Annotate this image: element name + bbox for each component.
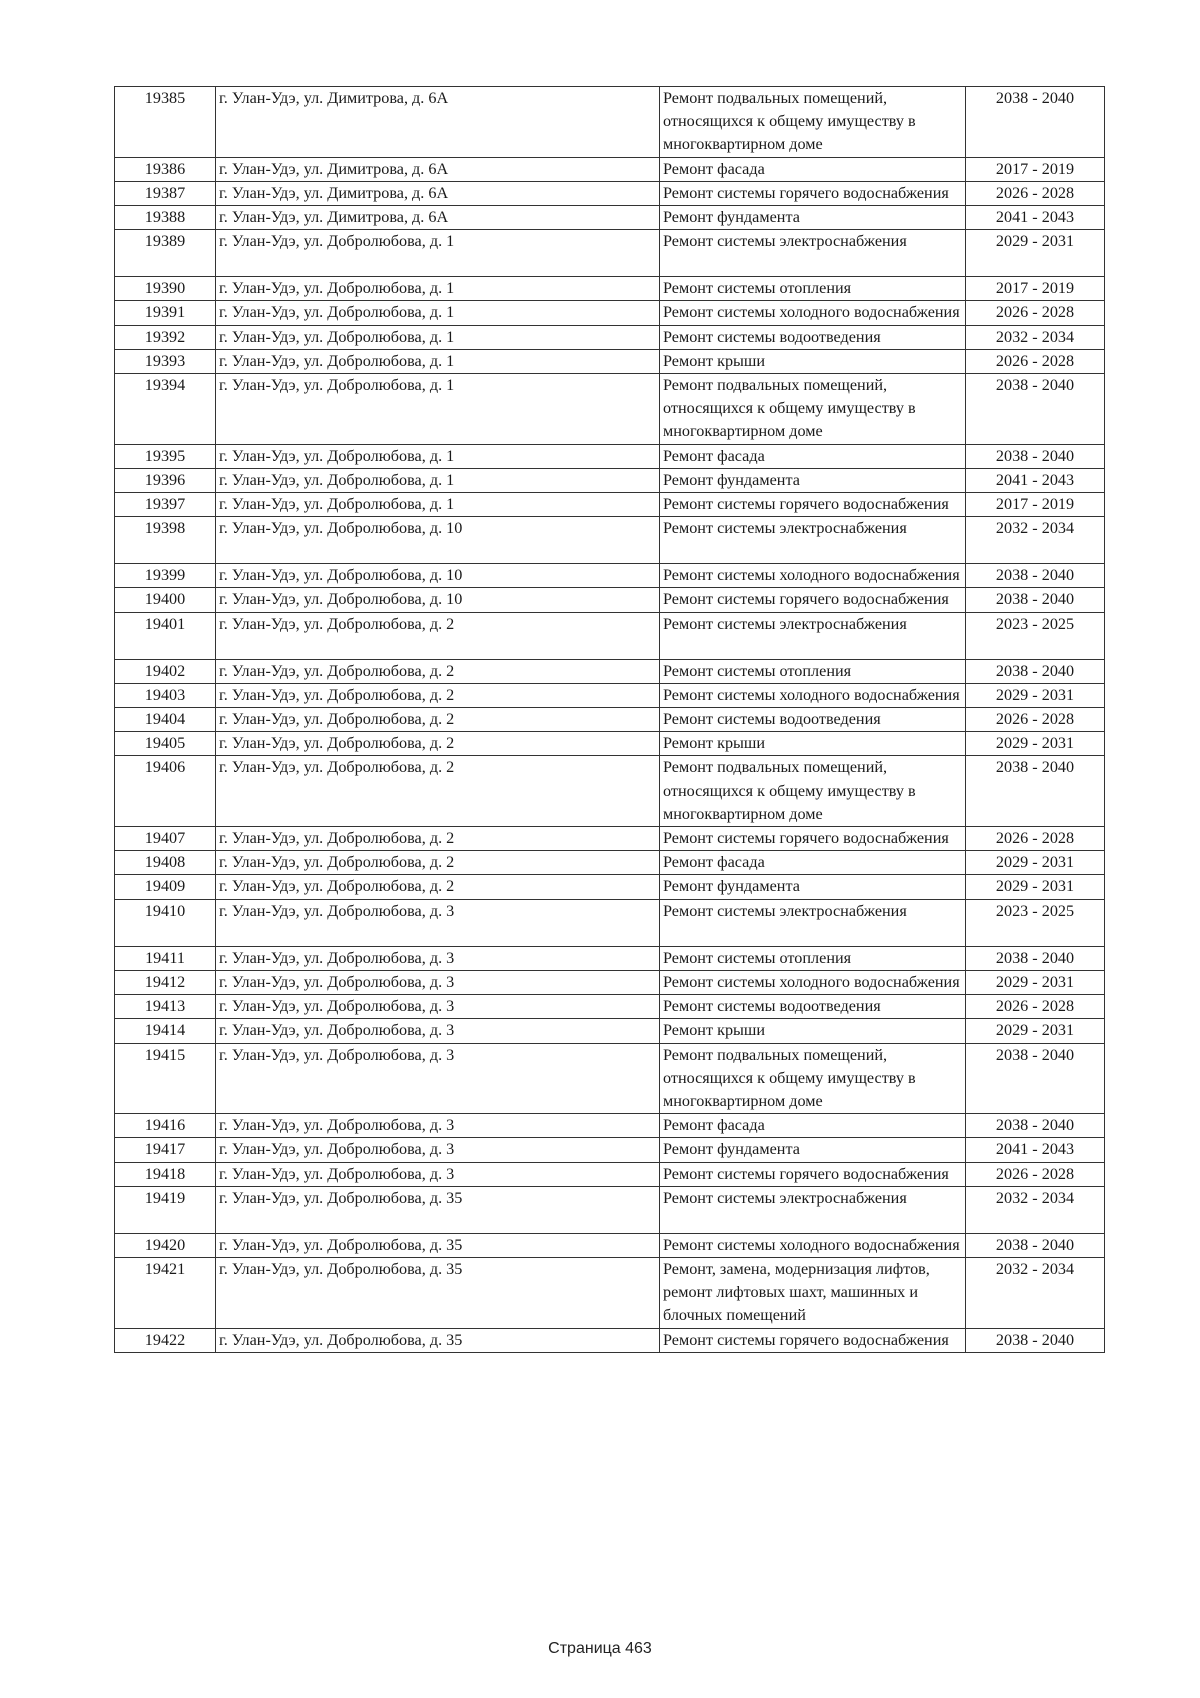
row-number-cell: 19418 [115, 1162, 216, 1186]
work-type-cell: Ремонт фундамента [660, 1138, 966, 1162]
period-cell: 2038 - 2040 [966, 659, 1105, 683]
period-cell: 2032 - 2034 [966, 1186, 1105, 1233]
table-row [115, 899, 1105, 946]
work-type-cell: Ремонт фасада [660, 157, 966, 181]
row-number-cell: 19388 [115, 206, 216, 230]
period-cell: 2038 - 2040 [966, 1114, 1105, 1138]
table-row [115, 970, 1105, 994]
address-cell: г. Улан-Удэ, ул. Димитрова, д. 6А [216, 157, 660, 181]
work-type-cell: Ремонт фундамента [660, 468, 966, 492]
period-cell: 2038 - 2040 [966, 946, 1105, 970]
work-type-cell: Ремонт крыши [660, 732, 966, 756]
table-row [115, 1233, 1105, 1257]
row-number-cell: 19399 [115, 564, 216, 588]
work-type-cell: Ремонт подвальных помещений, относящихся к общему имуществу в многоквартирном доме [660, 87, 966, 158]
table-row [115, 612, 1105, 659]
row-number-cell: 19420 [115, 1233, 216, 1257]
address-cell: г. Улан-Удэ, ул. Добролюбова, д. 1 [216, 230, 660, 277]
address-cell: г. Улан-Удэ, ул. Димитрова, д. 6А [216, 87, 660, 158]
row-number-cell: 19400 [115, 588, 216, 612]
row-number-cell: 19385 [115, 87, 216, 158]
row-number-cell: 19416 [115, 1114, 216, 1138]
work-type-cell: Ремонт системы холодного водоснабжения [660, 683, 966, 707]
period-cell: 2038 - 2040 [966, 374, 1105, 445]
period-cell: 2026 - 2028 [966, 181, 1105, 205]
period-cell: 2041 - 2043 [966, 468, 1105, 492]
row-number-cell: 19422 [115, 1328, 216, 1352]
period-cell: 2029 - 2031 [966, 230, 1105, 277]
row-number-cell: 19406 [115, 756, 216, 827]
period-cell: 2038 - 2040 [966, 756, 1105, 827]
address-cell: г. Улан-Удэ, ул. Добролюбова, д. 3 [216, 946, 660, 970]
work-type-cell: Ремонт системы водоотведения [660, 325, 966, 349]
row-number-cell: 19415 [115, 1043, 216, 1114]
row-number-cell: 19401 [115, 612, 216, 659]
address-cell: г. Улан-Удэ, ул. Добролюбова, д. 1 [216, 325, 660, 349]
repair-schedule-table [114, 86, 1105, 1353]
row-number-cell: 19414 [115, 1019, 216, 1043]
row-number-cell: 19409 [115, 875, 216, 899]
row-number-cell: 19393 [115, 349, 216, 373]
address-cell: г. Улан-Удэ, ул. Добролюбова, д. 3 [216, 1114, 660, 1138]
row-number-cell: 19390 [115, 277, 216, 301]
page-number: Страница 463 [548, 1640, 652, 1657]
table-row [115, 564, 1105, 588]
period-cell: 2023 - 2025 [966, 899, 1105, 946]
address-cell: г. Улан-Удэ, ул. Добролюбова, д. 1 [216, 444, 660, 468]
address-cell: г. Улан-Удэ, ул. Добролюбова, д. 35 [216, 1257, 660, 1328]
address-cell: г. Улан-Удэ, ул. Димитрова, д. 6А [216, 181, 660, 205]
table-row [115, 157, 1105, 181]
table-row [115, 995, 1105, 1019]
address-cell: г. Улан-Удэ, ул. Добролюбова, д. 1 [216, 349, 660, 373]
period-cell: 2038 - 2040 [966, 1328, 1105, 1352]
row-number-cell: 19398 [115, 517, 216, 564]
work-type-cell: Ремонт системы горячего водоснабжения [660, 181, 966, 205]
address-cell: г. Улан-Удэ, ул. Добролюбова, д. 35 [216, 1233, 660, 1257]
period-cell: 2026 - 2028 [966, 708, 1105, 732]
row-number-cell: 19395 [115, 444, 216, 468]
row-number-cell: 19411 [115, 946, 216, 970]
period-cell: 2029 - 2031 [966, 1019, 1105, 1043]
row-number-cell: 19404 [115, 708, 216, 732]
address-cell: г. Улан-Удэ, ул. Добролюбова, д. 10 [216, 517, 660, 564]
address-cell: г. Улан-Удэ, ул. Добролюбова, д. 2 [216, 612, 660, 659]
row-number-cell: 19417 [115, 1138, 216, 1162]
address-cell: г. Улан-Удэ, ул. Добролюбова, д. 3 [216, 1019, 660, 1043]
work-type-cell: Ремонт системы горячего водоснабжения [660, 1162, 966, 1186]
period-cell: 2017 - 2019 [966, 277, 1105, 301]
table-row [115, 230, 1105, 277]
work-type-cell: Ремонт системы водоотведения [660, 708, 966, 732]
table-row [115, 1328, 1105, 1352]
table-row [115, 277, 1105, 301]
table-row [115, 851, 1105, 875]
table-row [115, 732, 1105, 756]
period-cell: 2029 - 2031 [966, 851, 1105, 875]
table-row [115, 325, 1105, 349]
row-number-cell: 19403 [115, 683, 216, 707]
address-cell: г. Улан-Удэ, ул. Добролюбова, д. 10 [216, 564, 660, 588]
table-row [115, 1019, 1105, 1043]
table-row [115, 301, 1105, 325]
table-row [115, 1162, 1105, 1186]
work-type-cell: Ремонт системы электроснабжения [660, 230, 966, 277]
table-row [115, 708, 1105, 732]
table-row [115, 517, 1105, 564]
row-number-cell: 19408 [115, 851, 216, 875]
address-cell: г. Улан-Удэ, ул. Добролюбова, д. 2 [216, 683, 660, 707]
work-type-cell: Ремонт крыши [660, 349, 966, 373]
table-row [115, 946, 1105, 970]
address-cell: г. Улан-Удэ, ул. Добролюбова, д. 3 [216, 995, 660, 1019]
work-type-cell: Ремонт подвальных помещений, относящихся к общему имуществу в многоквартирном доме [660, 374, 966, 445]
work-type-cell: Ремонт, замена, модернизация лифтов, ремонт лифтовых шахт, машинных и блочных помещений [660, 1257, 966, 1328]
table-row [115, 87, 1105, 158]
work-type-cell: Ремонт системы электроснабжения [660, 899, 966, 946]
table-row [115, 1114, 1105, 1138]
period-cell: 2038 - 2040 [966, 588, 1105, 612]
row-number-cell: 19405 [115, 732, 216, 756]
work-type-cell: Ремонт системы горячего водоснабжения [660, 588, 966, 612]
period-cell: 2017 - 2019 [966, 493, 1105, 517]
table-row [115, 683, 1105, 707]
period-cell: 2038 - 2040 [966, 87, 1105, 158]
table-row [115, 659, 1105, 683]
work-type-cell: Ремонт системы холодного водоснабжения [660, 1233, 966, 1257]
row-number-cell: 19391 [115, 301, 216, 325]
table-row [115, 1138, 1105, 1162]
row-number-cell: 19407 [115, 827, 216, 851]
address-cell: г. Улан-Удэ, ул. Добролюбова, д. 2 [216, 708, 660, 732]
period-cell: 2026 - 2028 [966, 301, 1105, 325]
period-cell: 2029 - 2031 [966, 732, 1105, 756]
period-cell: 2041 - 2043 [966, 206, 1105, 230]
table-row [115, 1186, 1105, 1233]
work-type-cell: Ремонт системы горячего водоснабжения [660, 827, 966, 851]
address-cell: г. Улан-Удэ, ул. Добролюбова, д. 3 [216, 1162, 660, 1186]
work-type-cell: Ремонт системы холодного водоснабжения [660, 301, 966, 325]
row-number-cell: 19396 [115, 468, 216, 492]
period-cell: 2026 - 2028 [966, 1162, 1105, 1186]
address-cell: г. Улан-Удэ, ул. Добролюбова, д. 2 [216, 659, 660, 683]
row-number-cell: 19397 [115, 493, 216, 517]
row-number-cell: 19387 [115, 181, 216, 205]
row-number-cell: 19392 [115, 325, 216, 349]
address-cell: г. Улан-Удэ, ул. Добролюбова, д. 2 [216, 875, 660, 899]
row-number-cell: 19402 [115, 659, 216, 683]
address-cell: г. Улан-Удэ, ул. Добролюбова, д. 2 [216, 851, 660, 875]
period-cell: 2038 - 2040 [966, 564, 1105, 588]
period-cell: 2026 - 2028 [966, 827, 1105, 851]
address-cell: г. Улан-Удэ, ул. Добролюбова, д. 3 [216, 1043, 660, 1114]
period-cell: 2023 - 2025 [966, 612, 1105, 659]
row-number-cell: 19412 [115, 970, 216, 994]
work-type-cell: Ремонт фундамента [660, 875, 966, 899]
address-cell: г. Улан-Удэ, ул. Добролюбова, д. 3 [216, 970, 660, 994]
work-type-cell: Ремонт крыши [660, 1019, 966, 1043]
work-type-cell: Ремонт фасада [660, 1114, 966, 1138]
period-cell: 2026 - 2028 [966, 349, 1105, 373]
work-type-cell: Ремонт подвальных помещений, относящихся к общему имуществу в многоквартирном доме [660, 1043, 966, 1114]
table-row [115, 827, 1105, 851]
period-cell: 2032 - 2034 [966, 517, 1105, 564]
address-cell: г. Улан-Удэ, ул. Добролюбова, д. 1 [216, 277, 660, 301]
table-row [115, 1043, 1105, 1114]
period-cell: 2029 - 2031 [966, 970, 1105, 994]
row-number-cell: 19421 [115, 1257, 216, 1328]
work-type-cell: Ремонт фасада [660, 444, 966, 468]
period-cell: 2038 - 2040 [966, 1043, 1105, 1114]
address-cell: г. Улан-Удэ, ул. Добролюбова, д. 2 [216, 827, 660, 851]
work-type-cell: Ремонт системы электроснабжения [660, 1186, 966, 1233]
work-type-cell: Ремонт системы холодного водоснабжения [660, 564, 966, 588]
table-row [115, 206, 1105, 230]
work-type-cell: Ремонт системы водоотведения [660, 995, 966, 1019]
address-cell: г. Улан-Удэ, ул. Добролюбова, д. 1 [216, 493, 660, 517]
row-number-cell: 19419 [115, 1186, 216, 1233]
work-type-cell: Ремонт системы отопления [660, 659, 966, 683]
table-row [115, 181, 1105, 205]
period-cell: 2029 - 2031 [966, 683, 1105, 707]
work-type-cell: Ремонт системы горячего водоснабжения [660, 1328, 966, 1352]
period-cell: 2038 - 2040 [966, 1233, 1105, 1257]
table-row [115, 875, 1105, 899]
period-cell: 2041 - 2043 [966, 1138, 1105, 1162]
row-number-cell: 19389 [115, 230, 216, 277]
address-cell: г. Улан-Удэ, ул. Добролюбова, д. 1 [216, 301, 660, 325]
table-row [115, 493, 1105, 517]
address-cell: г. Улан-Удэ, ул. Добролюбова, д. 10 [216, 588, 660, 612]
table-row [115, 468, 1105, 492]
address-cell: г. Улан-Удэ, ул. Димитрова, д. 6А [216, 206, 660, 230]
address-cell: г. Улан-Удэ, ул. Добролюбова, д. 3 [216, 899, 660, 946]
address-cell: г. Улан-Удэ, ул. Добролюбова, д. 35 [216, 1186, 660, 1233]
row-number-cell: 19413 [115, 995, 216, 1019]
table-row [115, 349, 1105, 373]
work-type-cell: Ремонт фасада [660, 851, 966, 875]
work-type-cell: Ремонт системы электроснабжения [660, 612, 966, 659]
period-cell: 2038 - 2040 [966, 444, 1105, 468]
table-body [115, 87, 1105, 1353]
work-type-cell: Ремонт системы холодного водоснабжения [660, 970, 966, 994]
work-type-cell: Ремонт системы отопления [660, 946, 966, 970]
row-number-cell: 19386 [115, 157, 216, 181]
work-type-cell: Ремонт системы электроснабжения [660, 517, 966, 564]
table-row [115, 374, 1105, 445]
table-row [115, 588, 1105, 612]
address-cell: г. Улан-Удэ, ул. Добролюбова, д. 2 [216, 756, 660, 827]
period-cell: 2017 - 2019 [966, 157, 1105, 181]
work-type-cell: Ремонт подвальных помещений, относящихся к общему имуществу в многоквартирном доме [660, 756, 966, 827]
work-type-cell: Ремонт системы горячего водоснабжения [660, 493, 966, 517]
period-cell: 2026 - 2028 [966, 995, 1105, 1019]
address-cell: г. Улан-Удэ, ул. Добролюбова, д. 35 [216, 1328, 660, 1352]
address-cell: г. Улан-Удэ, ул. Добролюбова, д. 1 [216, 468, 660, 492]
address-cell: г. Улан-Удэ, ул. Добролюбова, д. 2 [216, 732, 660, 756]
table-row [115, 444, 1105, 468]
address-cell: г. Улан-Удэ, ул. Добролюбова, д. 3 [216, 1138, 660, 1162]
period-cell: 2032 - 2034 [966, 1257, 1105, 1328]
table-row [115, 1257, 1105, 1328]
work-type-cell: Ремонт системы отопления [660, 277, 966, 301]
period-cell: 2032 - 2034 [966, 325, 1105, 349]
period-cell: 2029 - 2031 [966, 875, 1105, 899]
address-cell: г. Улан-Удэ, ул. Добролюбова, д. 1 [216, 374, 660, 445]
table-row [115, 756, 1105, 827]
row-number-cell: 19394 [115, 374, 216, 445]
work-type-cell: Ремонт фундамента [660, 206, 966, 230]
row-number-cell: 19410 [115, 899, 216, 946]
